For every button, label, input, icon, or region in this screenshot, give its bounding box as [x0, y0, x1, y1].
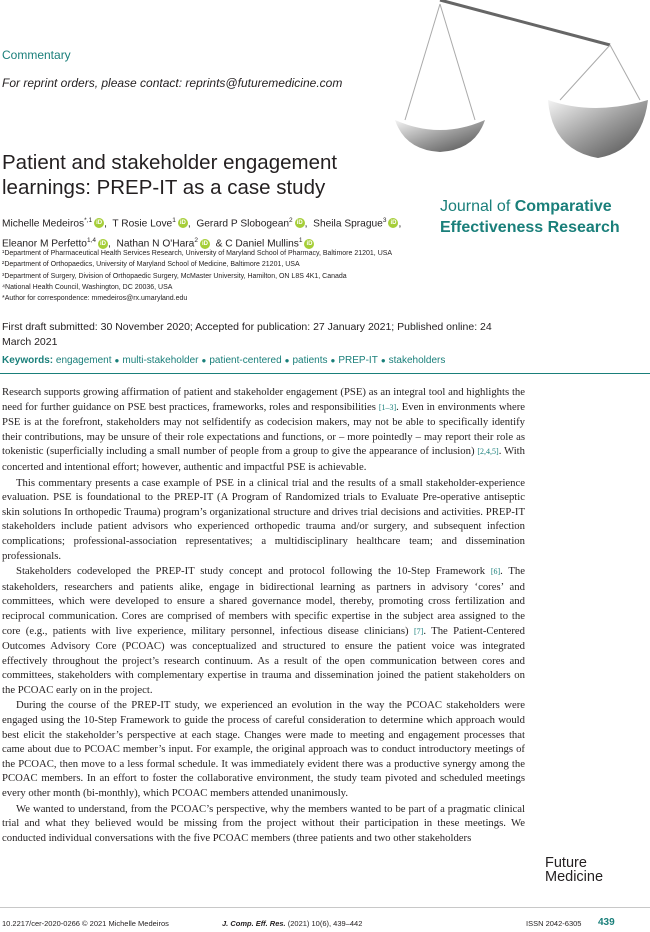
- affiliations: [2, 248, 472, 304]
- bullet-icon: ●: [284, 356, 290, 365]
- author-affil: 1: [172, 217, 176, 224]
- journal-name-bold-1: Comparative: [514, 198, 612, 215]
- logo-line: Medicine: [545, 869, 604, 885]
- footer-citation: [222, 919, 362, 928]
- future-medicine-logo: [545, 856, 625, 884]
- text: Research supports growing affirmation of patient and stakeholder engagement (PSE) as an integral tool and highlights the need for further guidance on PSE best practices, frameworks, roles and responsibilities: [2, 386, 525, 413]
- bullet-icon: ●: [380, 356, 386, 365]
- paragraph: [2, 385, 525, 475]
- affiliation-line: ⁴National Health Council, Washington, DC 20036, USA: [2, 283, 173, 291]
- section-label: Commentary: [2, 48, 71, 62]
- text: . The Patient-Centered Outcomes Advisory Core (PCOAC) was conceptualized and structured to ensure the patient voice was integrated effectively throughout the project’s research continuum. As a result of the open communication between cores and committees, stakeholders with complementary expertise in trauma and dissemination joined the patient stakeholders on the PCOAC early on in the project.: [2, 624, 525, 696]
- article-title: Patient and stakeholder engagement learnings: PREP-IT as a case study: [2, 151, 338, 199]
- author-affil: *,1: [84, 217, 93, 224]
- reference-link[interactable]: [6]: [490, 567, 501, 577]
- paragraph: [2, 564, 525, 697]
- author-affil: 1,4: [86, 237, 96, 245]
- citation-text: (2021) 10(6), 439–442: [285, 919, 363, 928]
- orcid-icon[interactable]: iD: [390, 220, 397, 227]
- text: . With concerted and intentional effort; however, authentic and impactful PSE is achievable.: [2, 445, 525, 473]
- text: Stakeholders codeveloped the PREP-IT study concept and protocol following the 10-Step Framework: [16, 565, 491, 578]
- publication-dates: First draft submitted: 30 November 2020; Accepted for publication: 27 January 2021; Published online: 24 March 2021: [2, 321, 492, 348]
- author-affil: 3: [382, 217, 387, 224]
- affiliation-line: ²Department of Orthopaedics, University of Maryland School of Medicine, Baltimore 21201, USA: [2, 261, 300, 269]
- author-name[interactable]: Sheila Sprague: [313, 218, 383, 230]
- footer-doi[interactable]: 10.2217/cer-2020-0266 © 2021 Michelle Medeiros: [2, 919, 169, 928]
- keywords-label: Keywords:: [2, 355, 54, 366]
- paragraph: This commentary presents a case example of PSE in a clinical trial and the results of a small stakeholder-experience evaluation. PSE is foundational to the PREP-IT (A Program of Randomized trials to Evaluate Pre-operative antiseptic skin solutions In orthopedic Trauma) program’s organizational structure and drives trial decisions and activities. PREP-IT stakeholders include patient advisors who experienced orthopedic trauma and/or surgery, and subsequent infection complications; professional-association representatives; a multidisciplinary healthcare team; and dissemination professionals.: [2, 476, 525, 562]
- bullet-icon: ●: [114, 356, 120, 365]
- author-name[interactable]: Gerard P Slobogean: [196, 218, 290, 230]
- journal-name-plain: Journal of: [440, 198, 515, 215]
- keyword[interactable]: engagement: [55, 355, 112, 366]
- correspondence-line[interactable]: *Author for correspondence: mmedeiros@rx.umaryland.edu: [2, 295, 188, 303]
- divider: [0, 373, 650, 374]
- footer-issn: ISSN 2042-6305: [526, 919, 582, 928]
- footer-divider: [0, 907, 650, 908]
- keyword[interactable]: PREP-IT: [338, 355, 378, 366]
- keyword[interactable]: patient-centered: [209, 355, 282, 366]
- author-name[interactable]: T Rosie Love: [112, 218, 173, 230]
- author-name[interactable]: Nathan N O'Hara: [116, 238, 195, 250]
- journal-name: [440, 196, 645, 238]
- page-number: 439: [598, 917, 615, 928]
- author-name[interactable]: Michelle Medeiros: [2, 218, 85, 230]
- journal-abbreviation: J. Comp. Eff. Res.: [222, 919, 286, 928]
- author-name[interactable]: Eleanor M Perfetto: [2, 238, 87, 250]
- author-affil: 2: [194, 237, 198, 245]
- bullet-icon: ●: [330, 356, 336, 365]
- keyword[interactable]: multi-stakeholder: [122, 355, 199, 366]
- journal-name-bold-2: Effectiveness Research: [440, 219, 620, 236]
- author-name[interactable]: & C Daniel Mullins: [215, 238, 299, 250]
- orcid-icon[interactable]: iD: [201, 240, 208, 247]
- reference-link[interactable]: [7]: [414, 626, 424, 636]
- orcid-icon[interactable]: iD: [179, 220, 186, 227]
- bullet-icon: ●: [201, 356, 207, 365]
- author-affil: 2: [289, 217, 293, 224]
- logo-line: Future: [545, 855, 587, 871]
- keywords: [2, 355, 562, 366]
- orcid-icon[interactable]: iD: [96, 220, 103, 227]
- paragraph: During the course of the PREP-IT study, we experienced an evolution in the way the PCOAC stakeholders were engaged using the 10-Step Framework to guide the process of careful consideration to determine which approach would best elicit the stakeholder’s perspective at each stage. Changes were made to meeting and engagement processes that came about due to PCOAC member’s input. For example, the original approach was to conduct introductory meetings of the PCOAC, then move to a less formal schedule. It was immediately evident there was a productive synergy among the PCOAC members. In an effort to foster the collaborative environment, the study team pivoted and scheduled meetings every other month (bi-monthly), which PCOAC members attended unanimously.: [2, 699, 525, 800]
- keyword[interactable]: patients: [292, 355, 328, 366]
- affiliation-line: ¹Department of Pharmaceutical Health Services Research, University of Maryland School of Pharmacy, Baltimore 21201, USA: [2, 250, 393, 257]
- orcid-icon[interactable]: iD: [99, 240, 106, 247]
- orcid-icon[interactable]: iD: [306, 240, 313, 247]
- reference-link[interactable]: [1–3]: [378, 402, 397, 412]
- reference-link[interactable]: [2,4,5]: [477, 447, 499, 457]
- article-body: [2, 385, 525, 846]
- keyword[interactable]: stakeholders: [388, 355, 446, 366]
- reprint-notice: For reprint orders, please contact: reprints@futuremedicine.com: [2, 76, 343, 90]
- author-list: Michelle Medeiros$^{*,1}$ iD , T Rosie Love$^1$ iD , Gerard P Slobogean$^2$ iD , Sheila Sprague$^3$ iD , Eleanor M Perfetto$^{1,4}$ iD , Nathan N O'Hara$^2$ iD & C Daniel Mullins$^1$ iD: [2, 217, 402, 250]
- orcid-icon[interactable]: iD: [296, 220, 303, 227]
- affiliation-line: ³Department of Surgery, Division of Orthopaedic Surgery, McMaster University, Hamilton, ON L8S 4K1, Canada: [2, 272, 347, 280]
- author-affil: 1: [298, 237, 303, 245]
- text: . Even in environments where PSE is at the forefront, stakeholders may not selfidentify as codecision makers, may not be able to specifically identify their contributions, may be unsure of their role expectations and functions, or – more pointedly – may report their role as tokenistic (superficially including a small number of people from a group to give the appearance of inclusion): [2, 400, 526, 458]
- text: . The stakeholders, researchers and patients alike, engage in bidirectional learning as partners in advisory ‘cores’ and committees, which were developed to ensure a shared governance model, thereby, promoting cross fertilization and reciprocal communication. Cores are comprised of members with specific expertise in the subject area assigned to the core (e.g., patients with live experience, military personnel, infectious disease clinicians): [2, 565, 525, 637]
- paragraph: We wanted to understand, from the PCOAC’s perspective, why the members wanted to be part of a pragmatic clinical trial and what they believed would be missing from the project without their participation in these meetings. We conducted individual conversations with the five PCOAC members (three patients and two other stakeholders: [2, 802, 525, 844]
